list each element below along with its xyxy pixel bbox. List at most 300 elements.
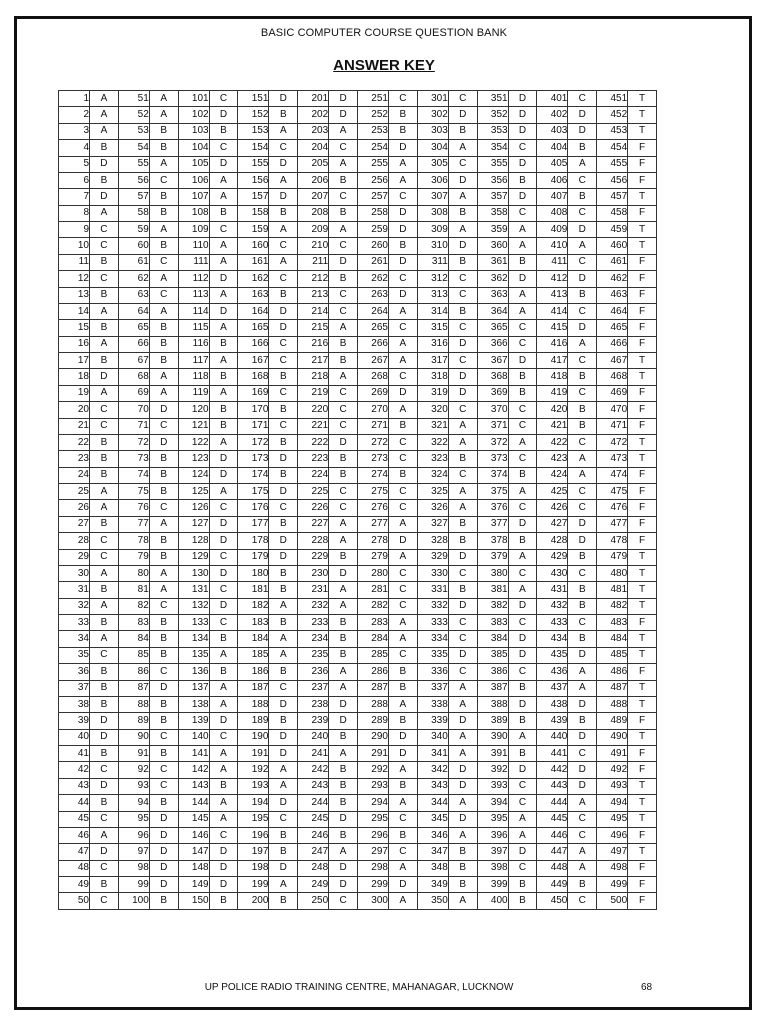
question-number: 240 [298, 729, 329, 745]
answer-cell: D [149, 434, 178, 450]
question-number: 56 [118, 172, 149, 188]
question-number: 168 [238, 369, 269, 385]
question-number: 435 [537, 647, 568, 663]
table-row [59, 729, 657, 745]
answer-cell: C [149, 418, 178, 434]
question-number: 358 [477, 205, 508, 221]
question-number: 437 [537, 680, 568, 696]
question-number: 314 [417, 303, 448, 319]
answer-cell: A [329, 533, 358, 549]
question-number: 464 [597, 303, 628, 319]
answer-cell: C [90, 893, 119, 910]
answer-cell: A [149, 565, 178, 581]
question-number: 326 [417, 500, 448, 516]
answer-cell: A [209, 795, 238, 811]
question-number: 28 [59, 533, 90, 549]
question-number: 155 [238, 156, 269, 172]
answer-cell: C [90, 811, 119, 827]
answer-cell: B [90, 615, 119, 631]
question-number: 69 [118, 385, 149, 401]
answer-cell: B [149, 647, 178, 663]
question-number: 173 [238, 451, 269, 467]
answer-cell: C [568, 91, 597, 107]
question-number: 355 [477, 156, 508, 172]
answer-cell: D [329, 877, 358, 893]
answer-cell: F [628, 500, 657, 516]
answer-cell: A [329, 598, 358, 614]
question-number: 93 [118, 778, 149, 794]
answer-cell: A [149, 303, 178, 319]
answer-cell: C [508, 565, 537, 581]
answer-cell: C [568, 385, 597, 401]
answer-cell: D [269, 189, 298, 205]
answer-cell: T [628, 434, 657, 450]
answer-cell: C [209, 729, 238, 745]
answer-cell: B [388, 467, 417, 483]
question-number: 277 [357, 516, 388, 532]
question-number: 301 [417, 91, 448, 107]
question-number: 47 [59, 844, 90, 860]
answer-cell: D [568, 222, 597, 238]
answer-cell: A [388, 156, 417, 172]
answer-cell: D [448, 385, 477, 401]
answer-cell: B [209, 336, 238, 352]
question-number: 481 [597, 582, 628, 598]
answer-cell: B [329, 467, 358, 483]
answer-cell: D [90, 844, 119, 860]
answer-cell: A [508, 549, 537, 565]
question-number: 414 [537, 303, 568, 319]
answer-cell: D [448, 549, 477, 565]
question-number: 77 [118, 516, 149, 532]
question-number: 265 [357, 320, 388, 336]
question-number: 297 [357, 844, 388, 860]
table-row [59, 205, 657, 221]
question-number: 112 [178, 271, 209, 287]
answer-cell: B [448, 254, 477, 270]
question-number: 55 [118, 156, 149, 172]
answer-cell: B [149, 320, 178, 336]
question-number: 144 [178, 795, 209, 811]
question-number: 262 [357, 271, 388, 287]
question-number: 50 [59, 893, 90, 910]
answer-cell: A [329, 844, 358, 860]
answer-cell: A [90, 598, 119, 614]
answer-cell: C [269, 680, 298, 696]
question-number: 361 [477, 254, 508, 270]
question-number: 195 [238, 811, 269, 827]
answer-cell: T [628, 696, 657, 712]
question-number: 182 [238, 598, 269, 614]
answer-cell: A [568, 860, 597, 876]
answer-cell: D [209, 713, 238, 729]
answer-cell: T [628, 729, 657, 745]
answer-cell: A [508, 484, 537, 500]
answer-cell: A [209, 647, 238, 663]
question-number: 243 [298, 778, 329, 794]
question-number: 13 [59, 287, 90, 303]
answer-cell: C [329, 385, 358, 401]
question-number: 270 [357, 402, 388, 418]
answer-cell: D [329, 434, 358, 450]
question-number: 290 [357, 729, 388, 745]
answer-cell: B [568, 631, 597, 647]
question-number: 496 [597, 827, 628, 843]
question-number: 428 [537, 533, 568, 549]
answer-cell: D [329, 860, 358, 876]
answer-cell: C [568, 254, 597, 270]
answer-cell: C [149, 729, 178, 745]
question-number: 74 [118, 467, 149, 483]
answer-cell: C [568, 434, 597, 450]
question-number: 459 [597, 222, 628, 238]
question-number: 177 [238, 516, 269, 532]
answer-cell: C [388, 582, 417, 598]
answer-cell: A [388, 631, 417, 647]
question-number: 478 [597, 533, 628, 549]
question-number: 43 [59, 778, 90, 794]
answer-cell: D [269, 795, 298, 811]
answer-cell: C [329, 238, 358, 254]
question-number: 260 [357, 238, 388, 254]
question-number: 381 [477, 582, 508, 598]
answer-cell: F [628, 385, 657, 401]
table-row [59, 827, 657, 843]
question-number: 226 [298, 500, 329, 516]
question-number: 259 [357, 222, 388, 238]
answer-cell: B [448, 533, 477, 549]
question-number: 220 [298, 402, 329, 418]
question-number: 124 [178, 467, 209, 483]
question-number: 271 [357, 418, 388, 434]
question-number: 132 [178, 598, 209, 614]
question-number: 80 [118, 565, 149, 581]
question-number: 289 [357, 713, 388, 729]
answer-cell: B [568, 140, 597, 156]
answer-cell: C [448, 287, 477, 303]
answer-cell: A [388, 549, 417, 565]
answer-cell: A [90, 91, 119, 107]
answer-cell: D [568, 762, 597, 778]
question-number: 441 [537, 746, 568, 762]
answer-cell: A [90, 107, 119, 123]
question-number: 11 [59, 254, 90, 270]
question-number: 487 [597, 680, 628, 696]
question-number: 261 [357, 254, 388, 270]
question-number: 465 [597, 320, 628, 336]
answer-cell: A [329, 156, 358, 172]
page-number: 68 [641, 982, 653, 993]
question-number: 158 [238, 205, 269, 221]
answer-cell: F [628, 516, 657, 532]
question-number: 8 [59, 205, 90, 221]
question-number: 217 [298, 353, 329, 369]
table-row [59, 385, 657, 401]
answer-cell: D [388, 140, 417, 156]
question-number: 224 [298, 467, 329, 483]
answer-cell: B [209, 631, 238, 647]
answer-cell: D [90, 713, 119, 729]
answer-cell: T [628, 369, 657, 385]
question-number: 292 [357, 762, 388, 778]
question-number: 129 [178, 549, 209, 565]
answer-cell: C [508, 860, 537, 876]
answer-cell: F [628, 140, 657, 156]
question-number: 382 [477, 598, 508, 614]
question-number: 337 [417, 680, 448, 696]
question-number: 454 [597, 140, 628, 156]
answer-cell: C [209, 827, 238, 843]
answer-cell: D [209, 271, 238, 287]
answer-cell: D [388, 205, 417, 221]
question-number: 452 [597, 107, 628, 123]
answer-cell: A [269, 598, 298, 614]
question-number: 169 [238, 385, 269, 401]
table-row [59, 451, 657, 467]
question-number: 180 [238, 565, 269, 581]
answer-cell: A [508, 303, 537, 319]
question-number: 436 [537, 664, 568, 680]
answer-cell: A [388, 353, 417, 369]
answer-cell: C [568, 205, 597, 221]
answer-cell: A [448, 189, 477, 205]
table-row [59, 222, 657, 238]
answer-cell: C [90, 271, 119, 287]
answer-cell: D [269, 696, 298, 712]
answer-cell: B [149, 353, 178, 369]
question-number: 147 [178, 844, 209, 860]
answer-key-table [58, 90, 657, 910]
answer-cell: D [209, 844, 238, 860]
answer-cell: B [90, 516, 119, 532]
question-number: 403 [537, 123, 568, 139]
question-number: 419 [537, 385, 568, 401]
answer-cell: D [508, 189, 537, 205]
answer-cell: A [329, 123, 358, 139]
answer-cell: A [90, 484, 119, 500]
answer-cell: C [568, 303, 597, 319]
question-number: 446 [537, 827, 568, 843]
answer-cell: A [209, 172, 238, 188]
answer-cell: D [269, 320, 298, 336]
question-number: 347 [417, 844, 448, 860]
answer-cell: A [90, 336, 119, 352]
answer-cell: B [388, 238, 417, 254]
question-number: 125 [178, 484, 209, 500]
question-number: 353 [477, 123, 508, 139]
answer-cell: B [209, 778, 238, 794]
question-number: 370 [477, 402, 508, 418]
question-number: 343 [417, 778, 448, 794]
answer-cell: A [209, 762, 238, 778]
question-number: 472 [597, 434, 628, 450]
question-number: 238 [298, 696, 329, 712]
answer-cell: C [209, 140, 238, 156]
question-number: 145 [178, 811, 209, 827]
table-row [59, 353, 657, 369]
question-number: 391 [477, 746, 508, 762]
question-number: 149 [178, 877, 209, 893]
answer-cell: B [269, 287, 298, 303]
question-number: 133 [178, 615, 209, 631]
question-number: 432 [537, 598, 568, 614]
question-number: 357 [477, 189, 508, 205]
table-row [59, 713, 657, 729]
question-number: 64 [118, 303, 149, 319]
table-row [59, 172, 657, 188]
question-number: 318 [417, 369, 448, 385]
answer-cell: A [448, 729, 477, 745]
question-number: 385 [477, 647, 508, 663]
question-number: 252 [357, 107, 388, 123]
question-number: 367 [477, 353, 508, 369]
answer-cell: C [448, 615, 477, 631]
question-number: 443 [537, 778, 568, 794]
answer-cell: B [90, 467, 119, 483]
question-number: 253 [357, 123, 388, 139]
answer-cell: A [269, 254, 298, 270]
answer-cell: C [508, 795, 537, 811]
question-number: 94 [118, 795, 149, 811]
answer-cell: D [448, 811, 477, 827]
question-number: 126 [178, 500, 209, 516]
question-number: 489 [597, 713, 628, 729]
table-row [59, 680, 657, 696]
answer-cell: D [568, 647, 597, 663]
answer-cell: B [388, 713, 417, 729]
question-number: 131 [178, 582, 209, 598]
table-row [59, 565, 657, 581]
answer-cell: B [329, 336, 358, 352]
question-number: 90 [118, 729, 149, 745]
question-number: 372 [477, 434, 508, 450]
answer-cell: C [149, 500, 178, 516]
question-number: 308 [417, 205, 448, 221]
question-number: 283 [357, 615, 388, 631]
answer-cell: B [448, 205, 477, 221]
answer-cell: C [508, 664, 537, 680]
question-number: 476 [597, 500, 628, 516]
question-number: 68 [118, 369, 149, 385]
answer-cell: T [628, 353, 657, 369]
answer-cell: D [388, 533, 417, 549]
question-number: 67 [118, 353, 149, 369]
question-number: 309 [417, 222, 448, 238]
table-row [59, 877, 657, 893]
answer-cell: A [568, 795, 597, 811]
question-number: 246 [298, 827, 329, 843]
question-number: 239 [298, 713, 329, 729]
question-number: 344 [417, 795, 448, 811]
answer-cell: D [329, 713, 358, 729]
answer-cell: C [269, 418, 298, 434]
answer-cell: D [329, 254, 358, 270]
answer-cell: B [329, 615, 358, 631]
question-number: 81 [118, 582, 149, 598]
answer-cell: A [448, 140, 477, 156]
answer-cell: A [209, 696, 238, 712]
answer-cell: B [508, 746, 537, 762]
answer-cell: B [149, 189, 178, 205]
table-row [59, 844, 657, 860]
table-row [59, 795, 657, 811]
question-number: 380 [477, 565, 508, 581]
question-number: 469 [597, 385, 628, 401]
answer-cell: B [269, 615, 298, 631]
answer-cell: B [149, 795, 178, 811]
answer-cell: C [329, 287, 358, 303]
answer-cell: C [149, 598, 178, 614]
answer-cell: A [209, 385, 238, 401]
answer-cell: C [568, 500, 597, 516]
answer-cell: C [149, 778, 178, 794]
question-number: 338 [417, 696, 448, 712]
answer-cell: D [508, 271, 537, 287]
question-number: 282 [357, 598, 388, 614]
question-number: 468 [597, 369, 628, 385]
question-number: 181 [238, 582, 269, 598]
answer-cell: T [628, 222, 657, 238]
answer-cell: B [90, 434, 119, 450]
question-number: 71 [118, 418, 149, 434]
answer-cell: C [568, 353, 597, 369]
answer-cell: B [329, 549, 358, 565]
table-row [59, 647, 657, 663]
answer-cell: D [329, 811, 358, 827]
question-number: 269 [357, 385, 388, 401]
answer-cell: B [149, 696, 178, 712]
question-number: 500 [597, 893, 628, 910]
answer-cell: A [90, 385, 119, 401]
answer-cell: A [329, 664, 358, 680]
answer-cell: A [448, 500, 477, 516]
answer-cell: C [269, 811, 298, 827]
answer-cell: A [329, 746, 358, 762]
answer-cell: A [269, 877, 298, 893]
question-number: 190 [238, 729, 269, 745]
answer-cell: B [448, 303, 477, 319]
question-number: 21 [59, 418, 90, 434]
answer-cell: A [448, 434, 477, 450]
answer-cell: A [448, 680, 477, 696]
question-number: 178 [238, 533, 269, 549]
question-number: 14 [59, 303, 90, 319]
answer-cell: A [329, 680, 358, 696]
answer-cell: A [448, 893, 477, 910]
page-footer: UP POLICE RADIO TRAINING CENTRE, MAHANAGAR, LUCKNOW [204, 982, 514, 993]
question-number: 388 [477, 696, 508, 712]
answer-cell: C [568, 811, 597, 827]
answer-cell: B [329, 827, 358, 843]
answer-cell: A [149, 582, 178, 598]
answer-cell: A [149, 271, 178, 287]
question-number: 46 [59, 827, 90, 843]
table-row [59, 107, 657, 123]
question-number: 120 [178, 402, 209, 418]
answer-cell: B [90, 320, 119, 336]
question-number: 495 [597, 811, 628, 827]
question-number: 24 [59, 467, 90, 483]
answer-cell: C [388, 844, 417, 860]
answer-cell: D [508, 123, 537, 139]
question-number: 369 [477, 385, 508, 401]
answer-cell: B [329, 631, 358, 647]
answer-cell: C [388, 647, 417, 663]
answer-cell: C [508, 615, 537, 631]
question-number: 202 [298, 107, 329, 123]
answer-cell: D [448, 336, 477, 352]
question-number: 215 [298, 320, 329, 336]
